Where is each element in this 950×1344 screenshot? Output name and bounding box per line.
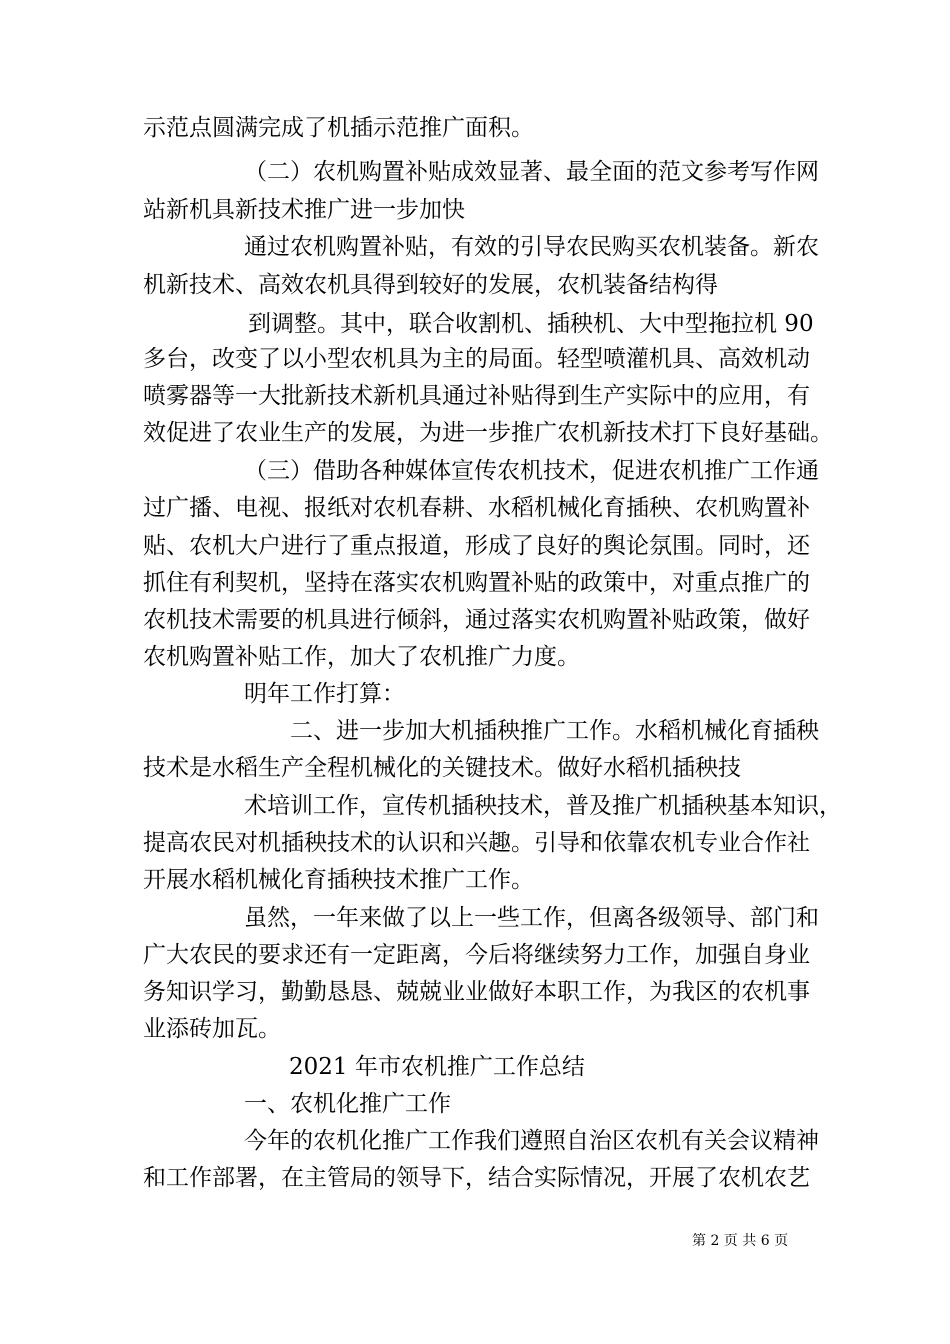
text-line: 技术是水稻生产全程机械化的关键技术。做好水稻机插秧技 [143,755,741,781]
text-line: 机新技术、高效农机具得到较好的发展，农机装备结构得 [143,272,718,298]
text-line: 贴、农机大户进行了重点报道，形成了良好的舆论氛围。同时，还 [143,533,810,559]
text-line: 农机技术需要的机具进行倾斜，通过落实农机购置补贴政策，做好 [143,607,810,633]
text-line: 明年工作打算： [244,681,405,707]
text-line: 二、进一步加大机插秧推广工作。水稻机械化育插秧 [290,718,819,744]
text-line: 抓住有利契机，坚持在落实农机购置补贴的政策中，对重点推广的 [143,570,810,596]
text-line: 业添砖加瓦。 [143,1016,281,1042]
text-line: 虽然，一年来做了以上一些工作，但离各级领导、部门和 [244,905,819,931]
text-line: 开展水稻机械化育插秧技术推广工作。 [143,867,534,893]
text-line: 多台，改变了以小型农机具为主的局面。轻型喷灌机具、高效机动 [143,346,810,372]
text-line: 今年的农机化推广工作我们遵照自治区农机有关会议精神 [244,1128,819,1154]
section-heading: 一、农机化推广工作 [244,1091,451,1117]
text-line: 务知识学习，勤勤恳恳、兢兢业业做好本职工作，为我区的农机事 [143,979,810,1005]
text-line: 术培训工作，宣传机插秧技术，普及推广机插秧基本知识， [244,793,842,819]
text-line: 广大农民的要求还有一定距离，今后将继续努力工作，加强自身业 [143,942,810,968]
text-line: （三）借助各种媒体宣传农机技术，促进农机推广工作通 [244,458,819,484]
text-line: 效促进了农业生产的发展，为进一步推广农机新技术打下良好基础。 [143,420,833,446]
text-line: 和工作部署，在主管局的领导下，结合实际情况，开展了农机农艺 [143,1165,810,1191]
text-line: 示范点圆满完成了机插示范推广面积。 [143,115,534,141]
text-line: 通过农机购置补贴，有效的引导农民购买农机装备。新农 [244,234,819,260]
text-line: 农机购置补贴工作，加大了农机推广力度。 [143,644,580,670]
text-line: 喷雾器等一大批新技术新机具通过补贴得到生产实际中的应用，有 [143,383,810,409]
text-line: 到调整。其中，联合收割机、插秧机、大中型拖拉机 90 [248,311,814,337]
text-line: 过广播、电视、报纸对农机春耕、水稻机械化育插秧、农机购置补 [143,495,810,521]
page-number: 第 2 页 共 6 页 [692,1233,789,1249]
text-line: 站新机具新技术推广进一步加快 [143,197,465,223]
text-line: 提高农民对机插秧技术的认识和兴趣。引导和依靠农机专业合作社 [143,830,810,856]
section-title: 2021 年市农机推广工作总结 [289,1054,585,1080]
text-line: （二）农机购置补贴成效显著、最全面的范文参考写作网 [244,159,819,185]
